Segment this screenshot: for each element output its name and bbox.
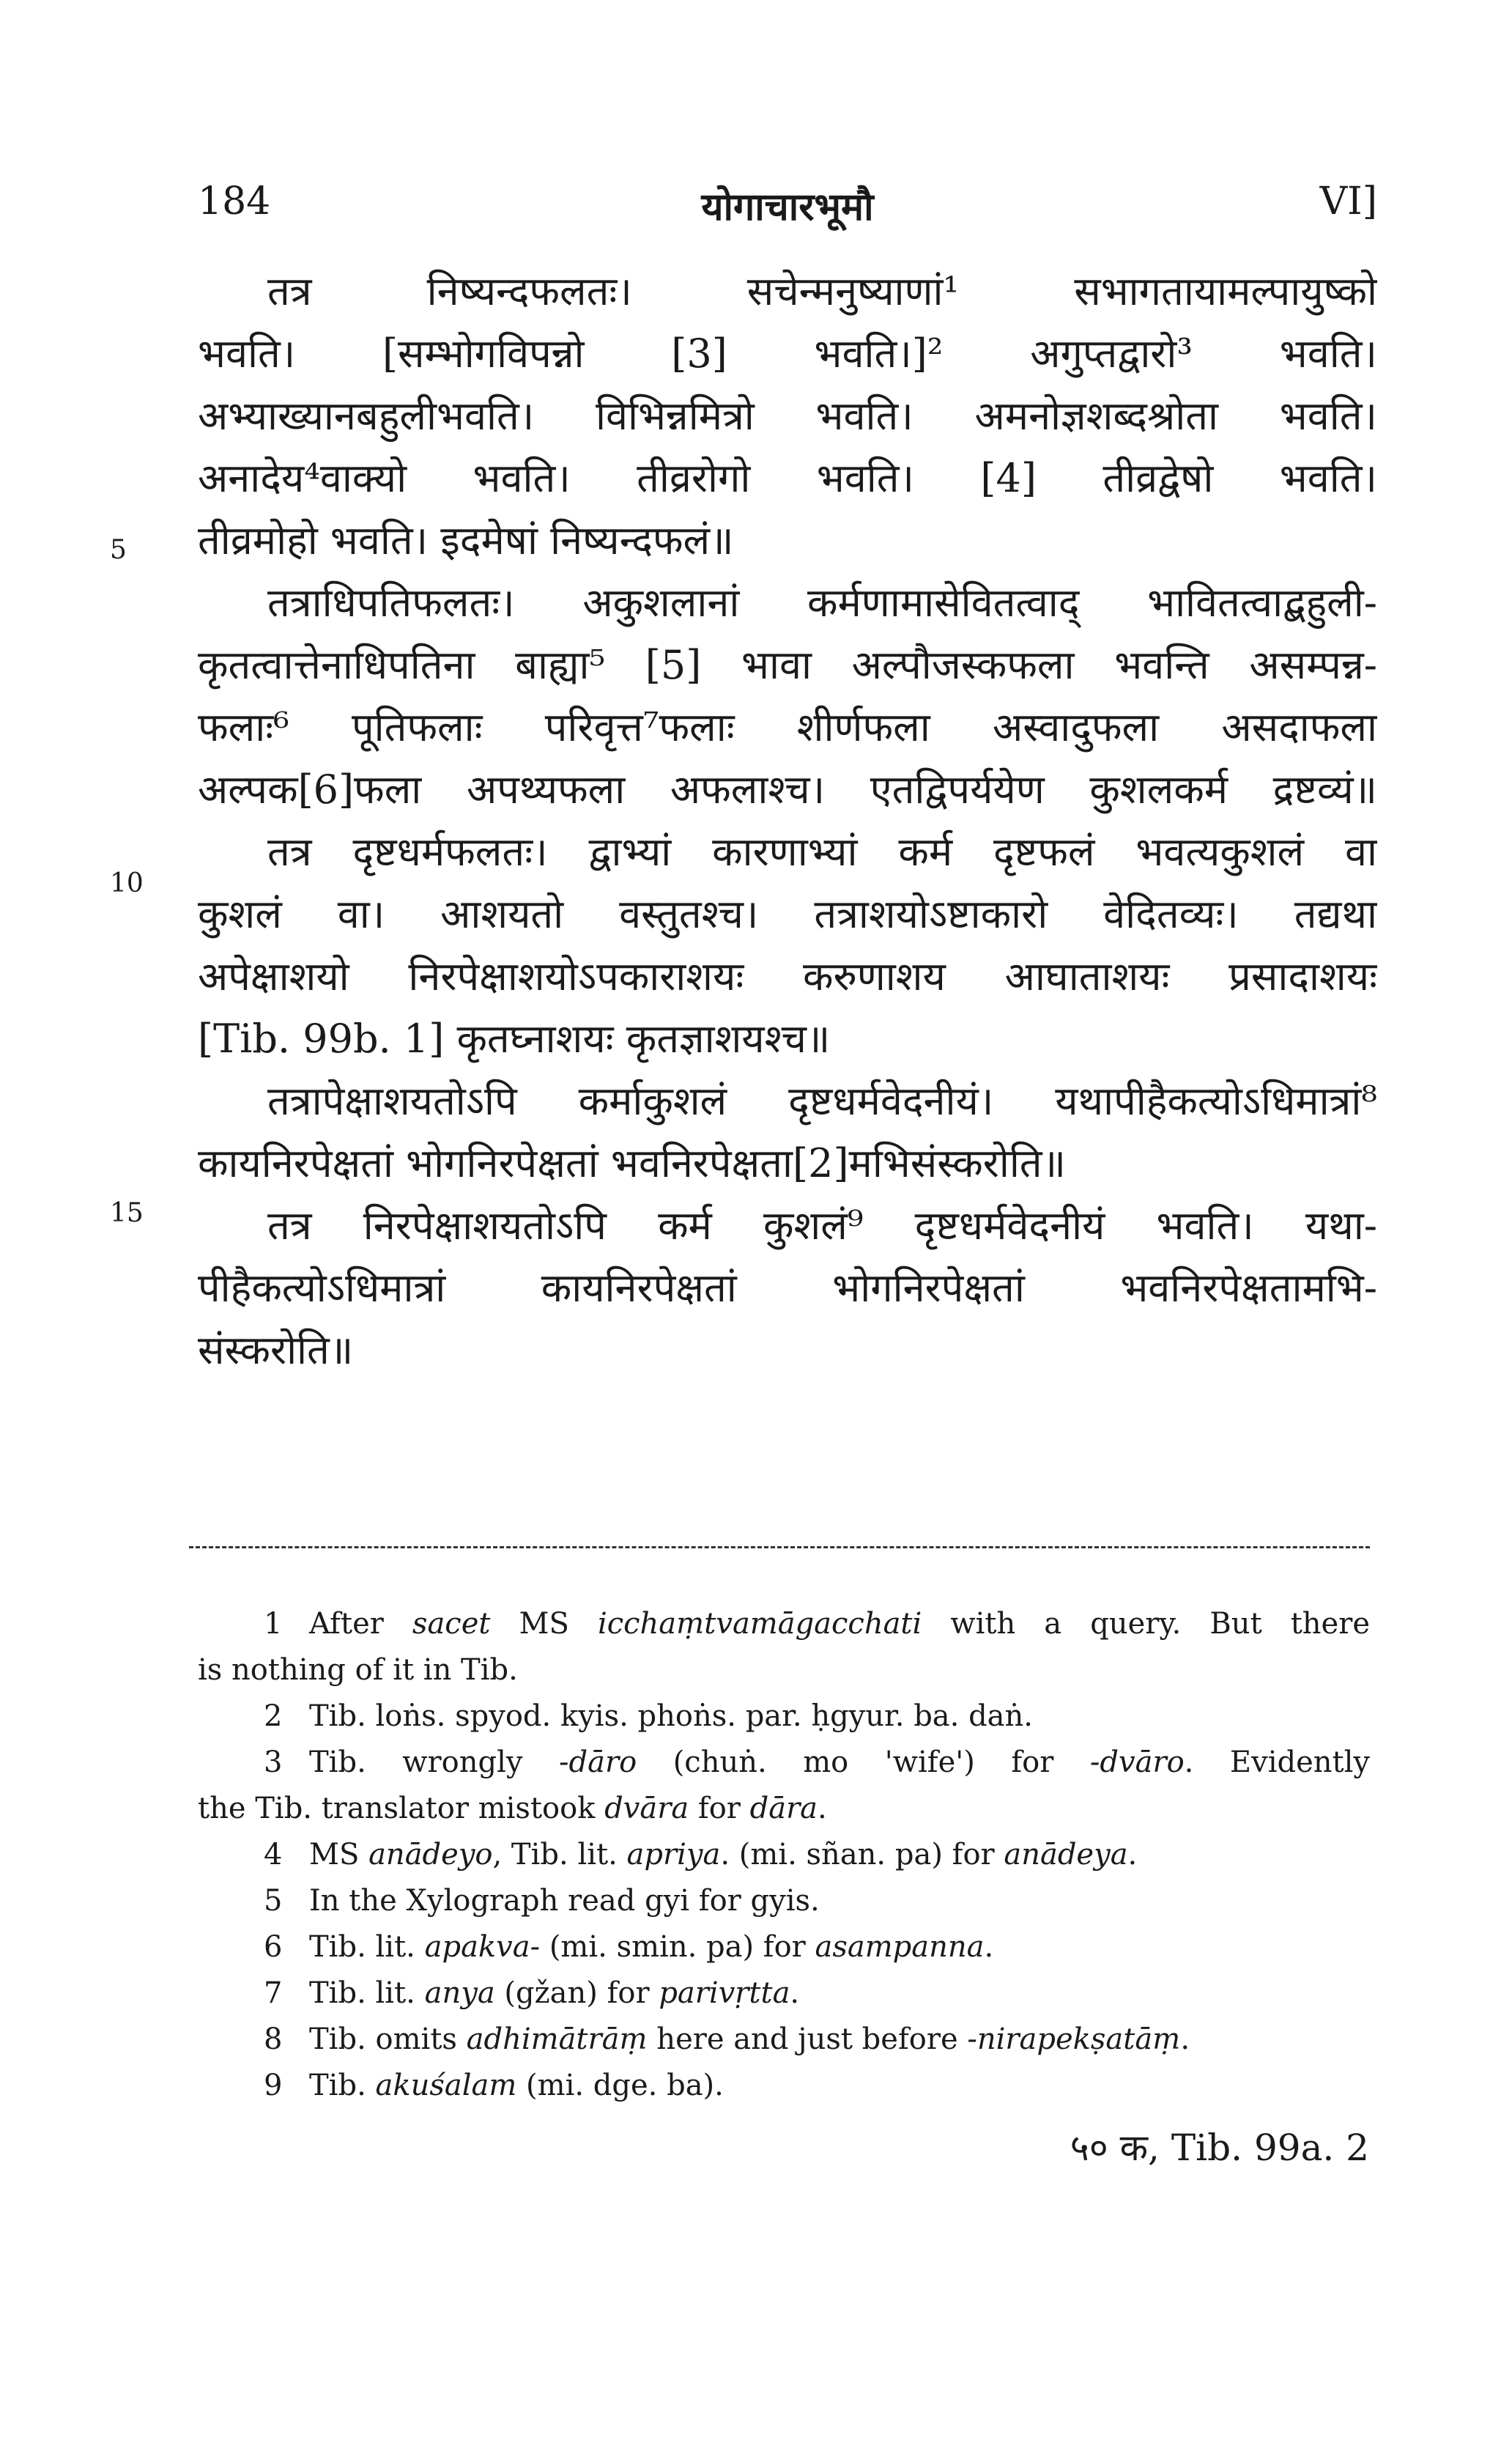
line-number: 10 — [110, 868, 144, 898]
text-line: अपेक्षाशयो निरपेक्षाशयोऽपकाराशयः करुणाशय आघाताशयः प्रसादाशयः — [198, 953, 1377, 1000]
footnote-9: 9 Tib. akuśalam (mi. dge. ba). — [198, 2063, 1370, 2109]
footnote-1-continued: is nothing of it in Tib. — [198, 1653, 518, 1687]
text-line: पीहैकत्योऽधिमात्रां कायनिरपेक्षतां भोगनिरपेक्षतां भवनिरपेक्षतामभि- — [198, 1265, 1377, 1311]
line-number: 5 — [110, 535, 127, 565]
footnote-number: 8 — [264, 2022, 283, 2056]
text-line: अल्पक[6]फला अपथ्यफला अफलाश्च। एतद्विपर्ययेण कुशलकर्म द्रष्टव्यं॥ — [198, 766, 1377, 813]
text-line: तत्र दृष्टधर्मफलतः। द्वाभ्यां कारणाभ्यां कर्म दृष्टफलं भवत्यकुशलं वा — [267, 829, 1377, 875]
footnote-number: 7 — [264, 1976, 283, 2010]
text-line: कृतत्वात्तेनाधिपतिना बाह्या⁵ [5] भावा अल्पौजस्कफला भवन्ति असम्पन्न- — [198, 642, 1377, 688]
text-line: अभ्याख्यानबहुलीभवति। विभिन्नमित्रो भवति। अमनोज्ञशब्दश्रोता भवति। — [198, 393, 1377, 439]
text-line: अनादेय⁴वाक्यो भवति। तीव्ररोगो भवति। [4] तीव्रद्वेषो भवति। — [198, 455, 1377, 501]
text-line: संस्करोति॥ — [198, 1327, 354, 1373]
text-line: तत्र निरपेक्षाशयतोऽपि कर्म कुशलं⁹ दृष्टधर्मवेदनीयं भवति। यथा- — [267, 1202, 1377, 1249]
footnote-2: 2 Tib. loṅs. spyod. kyis. phoṅs. par. ḥgyur. ba. daṅ. — [198, 1693, 1370, 1740]
footnote-6: 6 Tib. lit. apakva- (mi. smin. pa) for asampanna. — [198, 1924, 1370, 1970]
footnote-number: 6 — [264, 1930, 283, 1964]
text-line: तत्रापेक्षाशयतोऽपि कर्माकुशलं दृष्टधर्मवेदनीयं। यथापीहैकत्योऽधिमात्रां⁸ — [267, 1078, 1377, 1124]
footnotes — [198, 1601, 1370, 2109]
text-line: कुशलं वा। आशयतो वस्तुतश्च। तत्राशयोऽष्टाकारो वेदितव्यः। तद्यथा — [198, 891, 1377, 937]
footnote-number: 5 — [264, 1884, 283, 1918]
text-line: कायनिरपेक्षतां भोगनिरपेक्षतां भवनिरपेक्षता[2]मभिसंस्करोति॥ — [198, 1140, 1066, 1186]
text-line: फलाः⁶ पूतिफलाः परिवृत्त⁷फलाः शीर्णफला अस्वादुफला असदाफला — [198, 704, 1377, 750]
footnote-number: 1 — [264, 1607, 283, 1641]
running-title: योगाचारभूमौ — [701, 185, 874, 229]
chapter-marker: VI] — [1319, 180, 1377, 223]
footnote-number: 2 — [264, 1699, 283, 1733]
footnote-number: 3 — [264, 1745, 283, 1779]
text-line: भवति। [सम्भोगविपन्नो [3] भवति।]² अगुप्तद्वारो³ भवति। — [198, 330, 1377, 377]
footnote-3-continued: the Tib. translator mistook dvāra for dāra. — [198, 1792, 827, 1825]
line-number: 15 — [110, 1198, 144, 1228]
footnote-7: 7 Tib. lit. anya (gžan) for parivṛtta. — [198, 1970, 1370, 2017]
footnote-3: 3 Tib. wrongly -dāro (chuṅ. mo 'wife') for -dvāro. Evidently — [198, 1740, 1370, 1786]
footnote-4: 4 MS anādeyo, Tib. lit. apriya. (mi. sñan. pa) for anādeya. — [198, 1832, 1370, 1878]
main-text — [198, 260, 1377, 1381]
running-header — [198, 180, 1377, 238]
footnote-divider — [189, 1546, 1370, 1548]
text-line: तत्राधिपतिफलतः। अकुशलानां कर्मणामासेवितत्वाद् भावितत्वाद्बहुली- — [267, 580, 1377, 626]
text-line: [Tib. 99b. 1] कृतघ्नाशयः कृतज्ञाशयश्च॥ — [198, 1016, 831, 1062]
page-number: 184 — [198, 180, 271, 223]
text-line: तीव्रमोहो भवति। इदमेषां निष्यन्दफलं॥ — [198, 517, 734, 564]
footnote-number: 4 — [264, 1838, 283, 1872]
text-line: तत्र निष्यन्दफलतः। सचेन्मनुष्याणां¹ सभागतायामल्पायुष्को — [267, 268, 1377, 314]
footnote-8: 8 Tib. omits adhimātrāṃ here and just before -nirapekṣatāṃ. — [198, 2017, 1370, 2063]
footnote-number: 9 — [264, 2069, 283, 2102]
signature-mark: ५० क, Tib. 99a. 2 — [1070, 2127, 1369, 2169]
footnote-5: 5 In the Xylograph read gyi for gyis. — [198, 1878, 1370, 1924]
footnote-1: 1 After sacet MS icchaṃtvamāgacchati with a query. But there — [198, 1601, 1370, 1647]
